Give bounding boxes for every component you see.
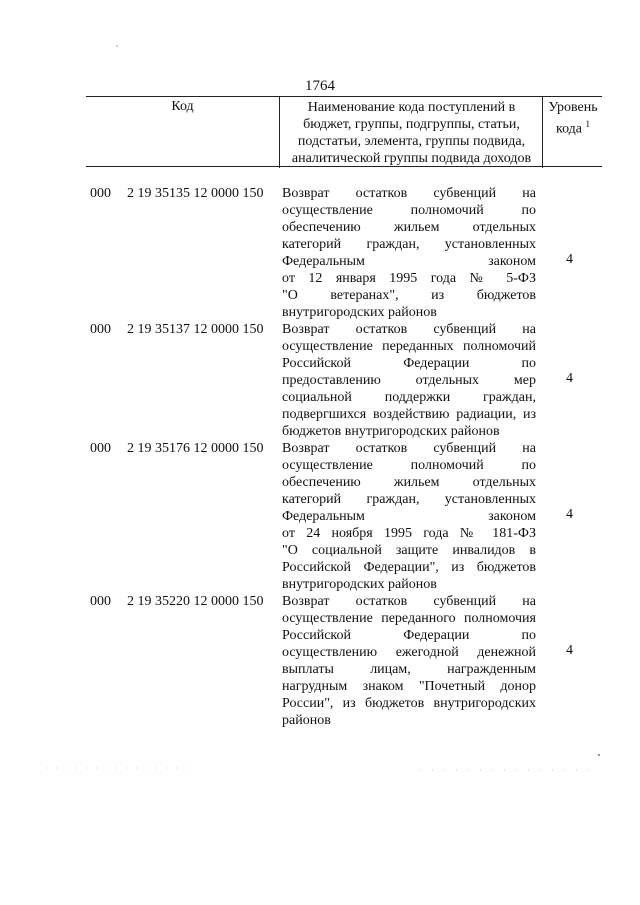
admin-code: 000 [90,441,111,456]
header-name-line: бюджет, группы, подгруппы, статьи, [303,117,520,132]
header-level-line2: кода [555,121,583,137]
income-name-line: Российской Федерации", из бюджетов [282,560,536,575]
table-row [0,185,640,321]
income-name-line: категорий граждан, установленных [282,492,536,507]
income-name-line: Федеральным законом [282,509,536,524]
income-code: 2 19 35137 12 0000 150 [127,322,264,337]
income-name-line: Возврат остатков субвенций на [282,322,536,337]
header-code-column [86,97,279,167]
income-name-line: Федеральным законом [282,254,536,269]
admin-code: 000 [90,186,111,201]
table-row [0,593,640,729]
income-name-line: России", из бюджетов внутригородских [282,696,536,711]
income-code: 2 19 35135 12 0000 150 [127,186,264,201]
code-level: 4 [566,252,573,267]
income-name [282,321,536,440]
table-row [0,440,640,593]
income-name-line: внутригородских районов [282,577,437,592]
income-name-line: осуществление полномочий по [282,458,536,473]
income-code: 2 19 35176 12 0000 150 [127,441,264,456]
admin-code: 000 [90,322,111,337]
income-name-line: Российской Федерации по [282,356,536,371]
code-level: 4 [566,371,573,386]
page-number: 1764 [305,78,335,94]
table-header [86,96,602,167]
header-name-line: аналитической группы подвида доходов [291,151,532,166]
income-name-line: обеспечению жильем отдельных [282,475,536,490]
income-name-line: обеспечению жильем отдельных [282,220,536,235]
income-name [282,593,536,729]
header-name-line: Наименование кода поступлений в [307,100,516,115]
income-name-line: социальной поддержки граждан, [282,390,536,405]
table-body [0,185,640,729]
income-code: 2 19 35220 12 0000 150 [127,594,264,609]
income-name-line: категорий граждан, установленных [282,237,536,252]
code-level: 4 [566,643,573,658]
income-name-line: Российской Федерации по [282,628,536,643]
income-name-line: нагрудным знаком "Почетный донор [282,679,536,694]
income-name-line: осуществление переданного полномочия [282,611,536,626]
income-name-line: осуществление переданных полномочий [282,339,536,354]
income-name-line: выплаты лицам, награжденным [282,662,536,677]
code-level: 4 [566,507,573,522]
income-name-line: Возврат остатков субвенций на [282,441,536,456]
header-level-column [542,97,603,168]
income-name [282,440,536,593]
header-code-label: Код [171,99,194,114]
income-name-line: "О ветеранах", из бюджетов [282,288,536,303]
income-name-line: осуществлению ежегодной денежной [282,645,536,660]
header-name-column [279,97,543,168]
income-name-line: бюджетов внутригородских районов [282,424,500,439]
table-row [0,321,640,440]
income-name-line: от 12 января 1995 года № 5-ФЗ [282,271,536,286]
income-name-line: осуществление полномочий по [282,203,536,218]
income-name-line: "О социальной защите инвалидов в [282,543,536,558]
income-name-line: предоставлению отдельных мер [282,373,536,388]
income-name-line: от 24 ноября 1995 года № 181-ФЗ [282,526,536,541]
income-name-line: подвергшихся воздействию радиации, из [282,407,536,422]
header-name-line: подстатьи, элемента, группы подвида, [297,134,526,149]
header-level-footnote: 1 [585,119,591,129]
income-name-line: Возврат остатков субвенций на [282,594,536,609]
admin-code: 000 [90,594,111,609]
income-name-line: Возврат остатков субвенций на [282,186,536,201]
income-name-line: внутригородских районов [282,305,437,320]
income-name [282,185,536,321]
income-name-line: районов [282,713,331,728]
header-level-line1: Уровень [548,100,598,115]
